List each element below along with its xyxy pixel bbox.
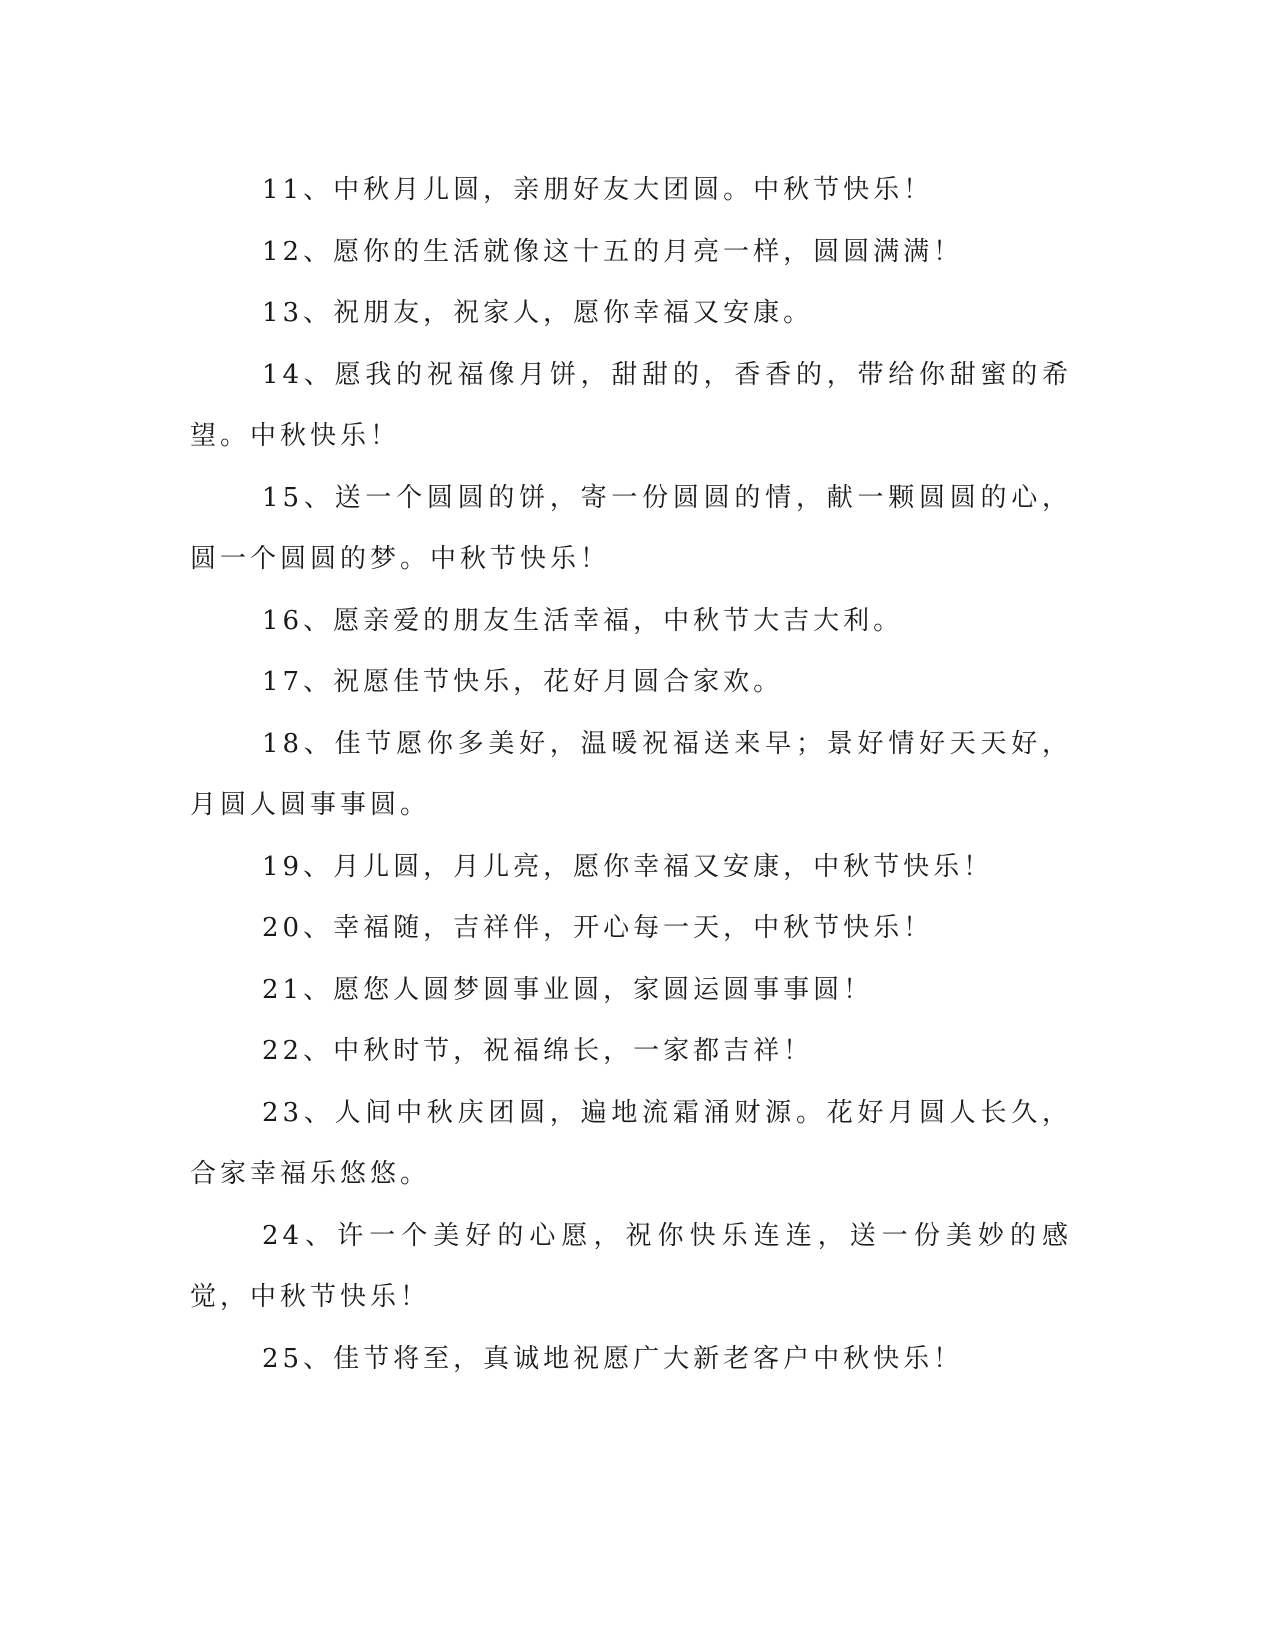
greeting-paragraph-21: 21、愿您人圆梦圆事业圆，家圆运圆事事圆！ — [262, 974, 874, 1005]
greeting-paragraph-20: 20、幸福随，吉祥伴，开心每一天，中秋节快乐！ — [262, 913, 934, 943]
greeting-paragraph-13: 13、祝朋友，祝家人，愿你幸福又安康。 — [262, 298, 814, 328]
greeting-paragraph-11: 11、中秋月儿圆，亲朋好友大团圆。中秋节快乐！ — [262, 175, 934, 205]
greeting-paragraph-22: 22、中秋时节，祝福绵长，一家都吉祥！ — [262, 1036, 814, 1066]
greeting-paragraph-16: 16、愿亲爱的朋友生活幸福，中秋节大吉大利。 — [262, 605, 904, 636]
greeting-paragraph-25: 25、佳节将至，真诚地祝愿广大新老客户中秋快乐！ — [262, 1343, 964, 1374]
greeting-paragraph-24: 24、许一个美好的心愿，祝你快乐连连，送一份美妙的感觉，中秋节快乐！ — [190, 1220, 1072, 1312]
document-body — [190, 160, 1072, 1390]
greeting-paragraph-12: 12、愿你的生活就像这十五的月亮一样，圆圆满满！ — [262, 236, 964, 267]
greeting-paragraph-14: 14、愿我的祝福像月饼，甜甜的，香香的，带给你甜蜜的希望。中秋快乐！ — [190, 359, 1072, 451]
greeting-paragraph-18: 18、佳节愿你多美好，温暖祝福送来早；景好情好天天好，月圆人圆事事圆。 — [190, 728, 1072, 820]
greeting-paragraph-23: 23、人间中秋庆团圆，遍地流霜涌财源。花好月圆人长久，合家幸福乐悠悠。 — [190, 1097, 1072, 1189]
greeting-paragraph-15: 15、送一个圆圆的饼，寄一份圆圆的情，献一颗圆圆的心，圆一个圆圆的梦。中秋节快乐！ — [190, 482, 1072, 574]
greeting-paragraph-17: 17、祝愿佳节快乐，花好月圆合家欢。 — [262, 667, 784, 697]
greeting-paragraph-19: 19、月儿圆，月儿亮，愿你幸福又安康，中秋节快乐！ — [262, 851, 994, 882]
